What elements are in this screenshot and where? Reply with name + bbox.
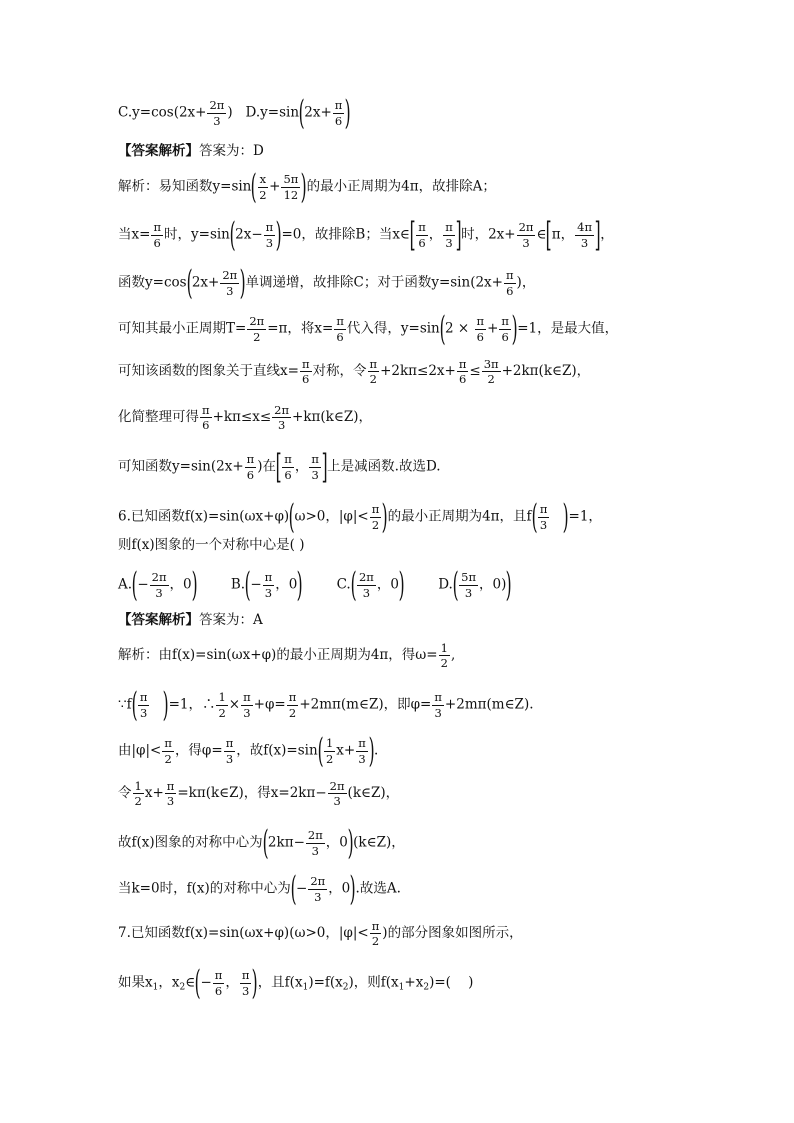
- q6-option-a: A.(− $\frac{2\pi}{3}$ ，0): [118, 565, 198, 605]
- q5-solution-line-2: 当x= $\frac{\pi}{6}$ 时，y=sin(2x− $\frac{\pi}{3}$ )=0，故排除B；当x∈[ $\frac{\pi}{6}$ ， $\frac{\pi}{3}$ ]时，2x+ $\frac{2\pi}{3}$ ∈[π， $\frac{4\pi}{3}$ ]，: [118, 215, 614, 255]
- q6-option-c: C.( $\frac{2\pi}{3}$ ，0): [336, 565, 405, 605]
- q5-solution-line-5: 可知该函数的图象关于直线x= $\frac{\pi}{6}$ 对称，令 $\frac{\pi}{2}$ +2kπ≤2x+ $\frac{\pi}{6}$ ≤ $\frac{3\pi}{2}$ +2kπ(k∈Z)，: [118, 357, 591, 387]
- q7-stem-line-1: 7.已知函数f(x)=sin(ωx+φ)(ω>0，|φ|< $\frac{\pi}{2}$ )的部分图象如图所示，: [118, 919, 523, 949]
- q6-solution-line-2: ∵f( $\frac{\pi}{3}$ )=1，∴ $\frac{1}{2}$ × $\frac{\pi}{3}$ +φ= $\frac{\pi}{2}$ +2mπ(m∈Z)，即φ= $\frac{\pi}{3}$ +2mπ(m∈Z).: [118, 685, 534, 725]
- q5-solution-line-4: 可知其最小正周期T= $\frac{2\pi}{2}$ =π，将x= $\frac{\pi}{6}$ 代入得，y=sin(2 × $\frac{\pi}{6}$ + $\frac{\pi}{6}$ )=1，是最大值，: [118, 309, 619, 349]
- q5-solution-line-3: 函数y=cos(2x+ $\frac{2\pi}{3}$ )单调递增，故排除C；对于函数y=sin(2x+ $\frac{\pi}{6}$ )，: [118, 263, 536, 303]
- answer-label: 【答案解析】: [118, 612, 199, 628]
- q6-option-d: D.( $\frac{5\pi}{3}$ ，0)): [438, 565, 512, 605]
- q6-stem-line-2: 则f(x)图象的一个对称中心是( ): [118, 537, 305, 553]
- q6-solution-line-5: 故f(x)图象的对称中心为(2kπ− $\frac{2\pi}{3}$ ，0)(k∈Z)，: [118, 823, 405, 863]
- q6-stem-line-1: 6.已知函数f(x)=sin(ωx+φ)(ω>0，|φ|< $\frac{\pi}{2}$ )的最小正周期为4π，且f( $\frac{\pi}{3}$ )=1，: [118, 497, 602, 537]
- q6-solution-line-4: 令 $\frac{1}{2}$ x+ $\frac{\pi}{3}$ =kπ(k∈Z)，得x=2kπ− $\frac{2\pi}{3}$ (k∈Z)，: [118, 779, 400, 809]
- q6-option-b: B.(− $\frac{\pi}{3}$ ，0): [230, 565, 303, 605]
- q6-solution-line-3: 由|φ|< $\frac{\pi}{2}$ ，得φ= $\frac{\pi}{3}$ ，故f(x)=sin( $\frac{1}{2}$ x+ $\frac{\pi}{3}$ ).: [118, 731, 379, 771]
- q5-answer: [118, 145, 264, 159]
- q6-solution-line-6: 当k=0时，f(x)的对称中心为(− $\frac{2\pi}{3}$ ，0).故选A.: [118, 869, 401, 909]
- q6-options: [118, 565, 546, 605]
- answer-label: 【答案解析】: [118, 143, 199, 159]
- q6-answer: [118, 614, 263, 628]
- q6-solution-line-1: 解析：由f(x)=sin(ωx+φ)的最小正周期为4π，得ω= $\frac{1}{2}$ ,: [118, 641, 456, 671]
- q7-stem-line-2: 如果$x_1$，$x_2\in(-$ $\frac{\pi}{6}$ ， $\frac{\pi}{3}$ )，且$f(x_1)=f(x_2)$，则$f(x_1+x_2)=$( ): [118, 963, 474, 1003]
- q5-solution-line-7: 可知函数y=sin(2x+ $\frac{\pi}{6}$ )在[ $\frac{\pi}{6}$ ， $\frac{\pi}{3}$ ]上是减函数.故选D.: [118, 447, 441, 487]
- q5-solution-line-6: 化简整理可得 $\frac{\pi}{6}$ +kπ≤x≤ $\frac{2\pi}{3}$ +kπ(k∈Z)，: [118, 403, 372, 433]
- answer-text: 答案为：A: [199, 612, 263, 628]
- answer-text: 答案为：D: [199, 143, 264, 159]
- q5-solution-line-1: 解析：易知函数y=sin( $\frac{x}{2}$ + $\frac{5\pi}{12}$ )的最小正周期为4π，故排除A；: [118, 167, 496, 207]
- q5-options: C.y=cos(2x+ $\frac{2\pi}{3}$ ) D.y=sin(2x+ $\frac{\pi}{6}$ ): [118, 93, 351, 133]
